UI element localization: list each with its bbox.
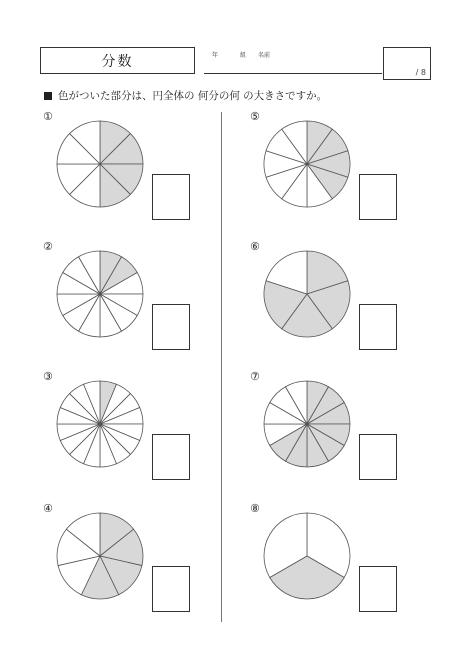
question-number: ⑧: [250, 502, 260, 515]
fraction-pie: [55, 379, 145, 469]
question-number: ⑦: [250, 370, 260, 383]
fraction-pie: [262, 379, 352, 469]
column-divider: [221, 112, 222, 622]
name-label: 名前: [258, 52, 271, 59]
fraction-pie: [55, 119, 145, 209]
title-text: 分数: [101, 53, 134, 70]
score-total: / 8: [415, 68, 426, 77]
fraction-pie: [262, 249, 352, 339]
instruction: [44, 88, 327, 103]
fraction-pie: [55, 249, 145, 339]
answer-box[interactable]: [359, 434, 397, 480]
question-number: ⑥: [250, 240, 260, 253]
answer-box[interactable]: [152, 304, 190, 350]
fraction-pie: [262, 511, 352, 601]
question-number: ⑤: [250, 110, 260, 123]
answer-box[interactable]: [359, 174, 397, 220]
question-number: ②: [43, 240, 53, 253]
fraction-pie: [55, 511, 145, 601]
grade-label: 年: [212, 52, 219, 59]
worksheet-title: [40, 47, 195, 74]
answer-box[interactable]: [152, 434, 190, 480]
answer-box[interactable]: [359, 304, 397, 350]
question-number: ④: [43, 502, 53, 515]
question-number: ①: [43, 110, 53, 123]
name-line: [204, 73, 382, 74]
answer-box[interactable]: [359, 566, 397, 612]
instruction-text: 色がついた部分は、円全体の 何分の何 の大きさですか。: [58, 90, 328, 102]
question-number: ③: [43, 370, 53, 383]
class-label: 組: [240, 52, 247, 59]
score-box[interactable]: [383, 47, 431, 80]
answer-box[interactable]: [152, 174, 190, 220]
fraction-pie: [262, 119, 352, 209]
answer-box[interactable]: [152, 566, 190, 612]
bullet-square-icon: [44, 92, 52, 100]
